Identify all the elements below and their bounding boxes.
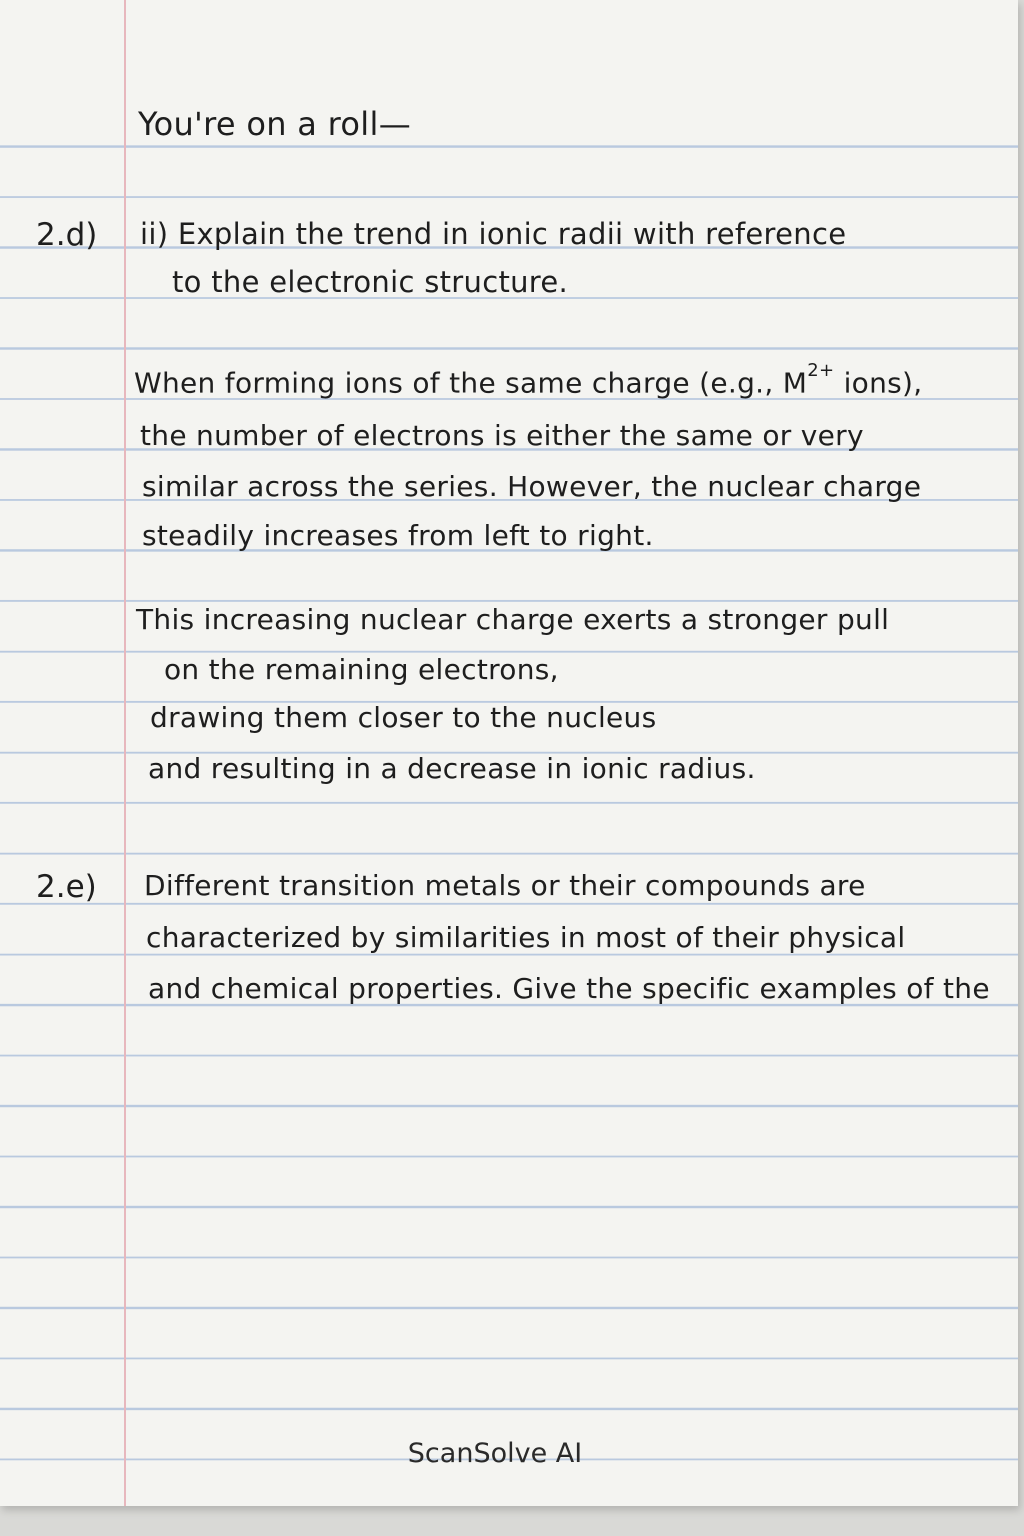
answer-2d-p2-line-1: This increasing nuclear charge exerts a stronger pull [136, 603, 890, 636]
question-label-2e: 2.e) [36, 869, 97, 905]
question-2e-line-3: and chemical properties. Give the specific examples of the [148, 972, 990, 1005]
question-2d-line-2: to the electronic structure. [172, 265, 569, 299]
answer-2d-p1-line-4: steadily increases from left to right. [142, 519, 654, 552]
answer-2d-p1-line-2: the number of electrons is either the same or very [140, 419, 864, 452]
answer-2d-p2-line-3: drawing them closer to the nucleus [150, 701, 657, 734]
question-2e-line-2: characterized by similarities in most of their physical [146, 921, 906, 954]
footer-brand: ScanSolve AI [407, 1438, 583, 1469]
answer-2d-p2-line-4: and resulting in a decrease in ionic radius. [148, 752, 756, 785]
question-2d-line-1: ii) Explain the trend in ionic radii with reference [140, 217, 847, 251]
intro-text: You're on a roll— [138, 105, 411, 143]
charge-superscript: 2+ [807, 360, 835, 381]
question-2e-line-1: Different transition metals or their compounds are [144, 869, 866, 902]
margin-line [124, 0, 126, 1506]
answer-2d-p1-line-3: similar across the series. However, the nuclear charge [142, 470, 922, 503]
question-label-2d: 2.d) [36, 217, 98, 253]
answer-2d-p2-line-2: on the remaining electrons, [164, 653, 559, 686]
answer-2d-p1-line-1: When forming ions of the same charge (e.g., $M^{2+}$ ions), [134, 360, 923, 400]
